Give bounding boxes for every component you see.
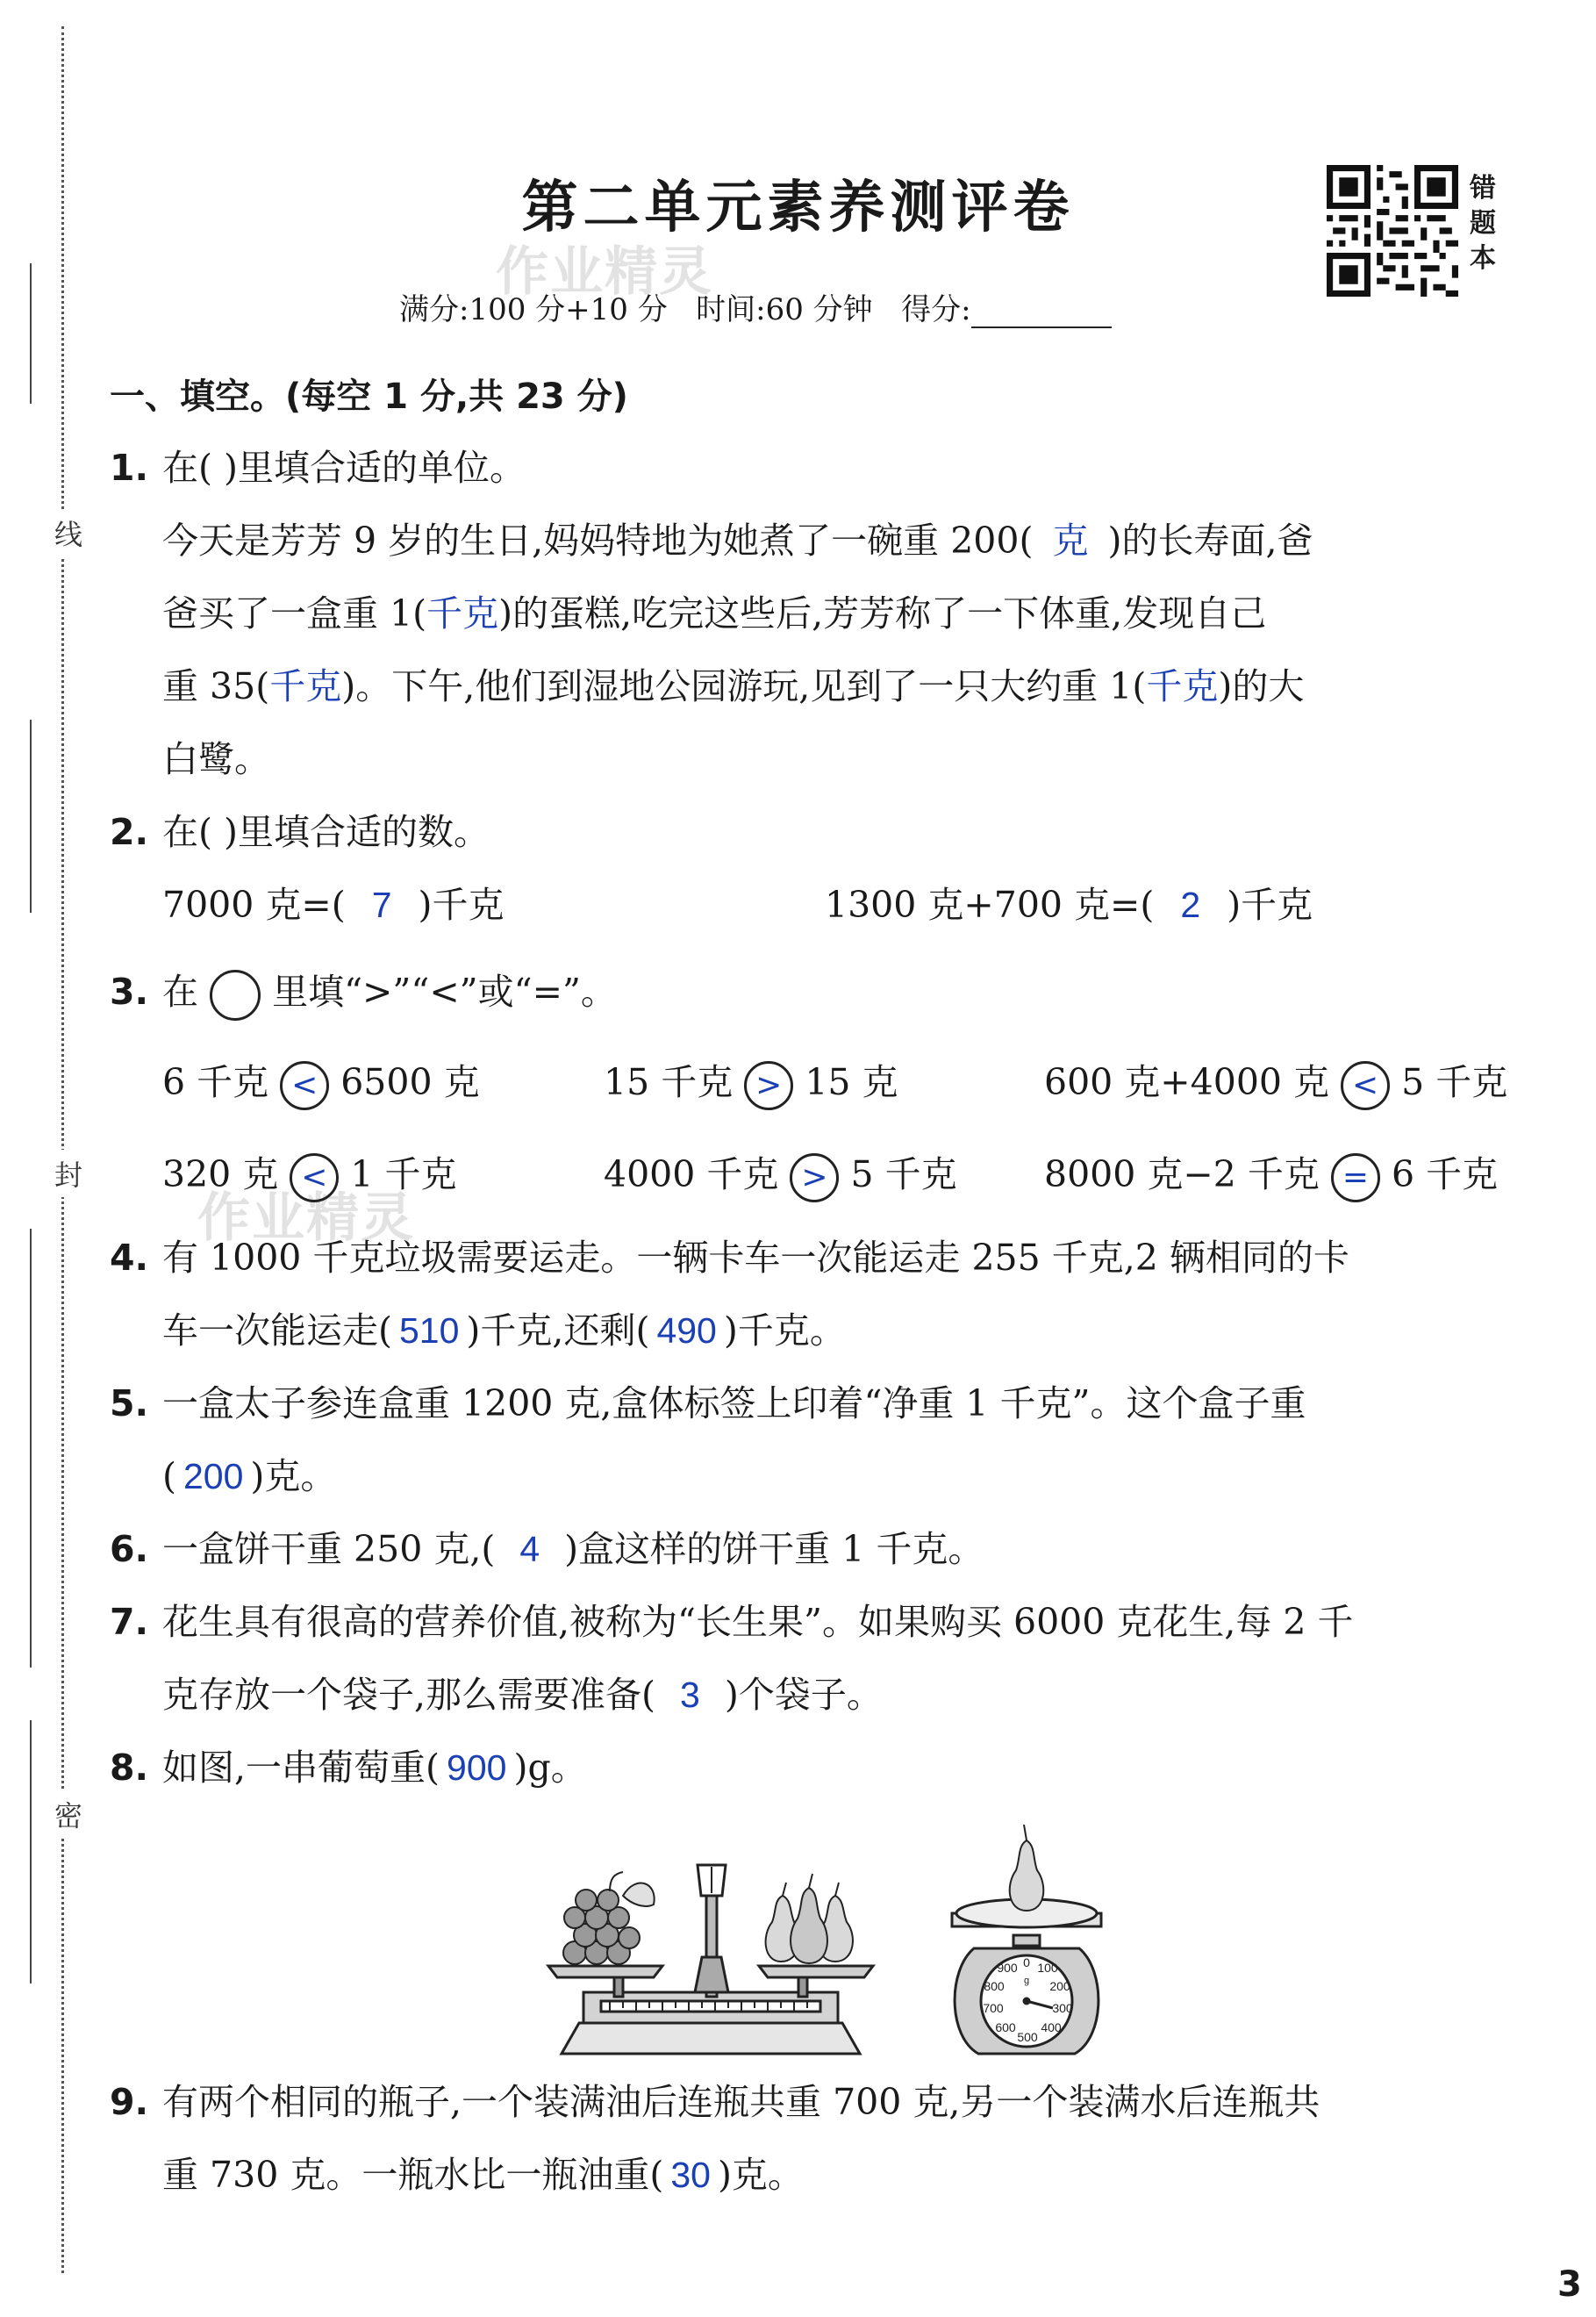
question-2 [110, 807, 490, 857]
compare-item [604, 1150, 957, 1202]
question-1 [110, 443, 526, 492]
dial-label-500: 500 [1017, 2030, 1038, 2044]
question-9-line [162, 2150, 804, 2199]
dial-label-900: 900 [997, 1961, 1018, 1975]
text: )克。 [250, 1455, 337, 1497]
question-number: 7. [110, 1601, 149, 1643]
question-number: 3. [110, 971, 149, 1013]
question-5 [110, 1379, 1306, 1428]
dial-label-600: 600 [995, 2020, 1016, 2034]
question-7 [110, 1597, 1354, 1646]
comparison-answer: > [744, 1061, 793, 1110]
question-4 [110, 1233, 1349, 1282]
section-title: 一、填空。(每空 1 分,共 23 分) [110, 377, 628, 417]
dial-label-700: 700 [983, 2001, 1004, 2015]
margin-line [30, 1720, 32, 1983]
question-9 [110, 2077, 1320, 2127]
question-1-line [162, 589, 1266, 638]
compare-item [1044, 1150, 1498, 1202]
dial-label-200: 200 [1049, 1979, 1070, 1993]
watermark: 作业精灵 [197, 1187, 415, 1249]
text: )的蛋糕,吃完这些后,芳芳称了一下体重,发现自己 [498, 592, 1267, 635]
comparison-circle-icon [210, 970, 261, 1021]
question-number: 8. [110, 1747, 149, 1789]
compare-item [162, 1150, 457, 1202]
question-number: 6. [110, 1528, 149, 1570]
qr-label-char: 题 [1470, 208, 1496, 239]
answer: 30 [670, 2155, 711, 2195]
text: )千克,还剩( [466, 1309, 650, 1352]
compare-item [162, 1058, 480, 1110]
text: 今天是芳芳 9 岁的生日,妈妈特地为她煮了一碗重 200( [162, 520, 1034, 562]
text: 有两个相同的瓶子,一个装满油后连瓶共重 700 克,另一个装满水后连瓶共 [162, 2081, 1320, 2123]
text: )盒这样的饼干重 1 千克。 [564, 1528, 984, 1570]
comparison-answer: < [280, 1061, 329, 1110]
qr-label-char: 错 [1470, 173, 1496, 204]
comparison-answer: = [1331, 1153, 1380, 1202]
dial-label-100: 100 [1037, 1961, 1058, 1975]
comparison-answer: < [290, 1153, 339, 1202]
dial-label-0: 0 [1023, 1955, 1030, 1969]
text: )。下午,他们到湿地公园游玩,见到了一只大约重 1( [341, 665, 1147, 707]
question-4-line [162, 1306, 846, 1355]
text: 5 千克 [850, 1153, 957, 1195]
text: 1300 克+700 克=( [825, 884, 1155, 926]
answer: 千克 [269, 666, 342, 707]
text: 白鹭。 [162, 738, 270, 780]
question-number: 2. [110, 811, 149, 853]
exam-meta-text: 满分:100 分+10 分 时间:60 分钟 得分: [399, 292, 971, 327]
margin-line [30, 1229, 32, 1668]
text: 在 [162, 971, 198, 1013]
answer: 200 [183, 1456, 244, 1496]
question-1-line [162, 516, 1313, 565]
text: 里填“>”“<”或“=”。 [272, 971, 617, 1013]
question-7-line [162, 1670, 883, 1719]
text: 5 千克 [1401, 1061, 1508, 1103]
text: 6 千克 [1391, 1153, 1499, 1195]
text: 克存放一个袋子,那么需要准备( [162, 1674, 656, 1716]
qr-label-char: 本 [1470, 243, 1496, 274]
answer: 4 [519, 1529, 540, 1569]
answer: 490 [656, 1310, 717, 1351]
answer: 7 [371, 885, 392, 925]
text: )的长寿面,爸 [1107, 520, 1313, 562]
answer: 克 [1052, 520, 1089, 561]
margin-line-char: 线 [54, 509, 82, 556]
dial-label-800: 800 [984, 1979, 1005, 1993]
text: 如图,一串葡萄重( [162, 1747, 440, 1789]
text: 6 千克 [162, 1061, 269, 1103]
text: 7000 克=( [162, 884, 346, 926]
dial-label-300: 300 [1052, 2001, 1073, 2015]
answer: 510 [399, 1310, 460, 1351]
text: 重 730 克。一瓶水比一瓶油重( [162, 2154, 664, 2196]
compare-item [1044, 1058, 1507, 1110]
text: )克。 [717, 2154, 804, 2196]
question-1-line [162, 735, 270, 784]
text: )千克 [1227, 884, 1313, 926]
text: 花生具有很高的营养价值,被称为“长生果”。如果购买 6000 克花生,每 2 千 [162, 1601, 1354, 1643]
answer: 2 [1180, 885, 1201, 925]
text: )g。 [513, 1747, 587, 1789]
text: 320 克 [162, 1153, 279, 1195]
page-number: 3 [1557, 2264, 1582, 2305]
question-5-line [162, 1452, 336, 1501]
text: 一盒太子参连盒重 1200 克,盒体标签上印着“净重 1 千克”。这个盒子重 [162, 1382, 1306, 1424]
question-number: 5. [110, 1382, 149, 1424]
text: 车一次能运走( [162, 1309, 392, 1352]
answer: 900 [447, 1747, 507, 1788]
text: 8000 克−2 千克 [1044, 1153, 1320, 1195]
compare-item [604, 1058, 898, 1110]
margin-line [30, 263, 32, 404]
text: 6500 克 [340, 1061, 480, 1103]
question-number: 1. [110, 447, 149, 489]
margin-seal-char: 封 [54, 1150, 82, 1197]
dial-label-400: 400 [1041, 2020, 1062, 2034]
exam-meta [399, 285, 1112, 328]
pears-icon [766, 1874, 853, 1963]
text: 15 千克 [604, 1061, 734, 1103]
answer: 千克 [1146, 666, 1219, 707]
text: 15 克 [805, 1061, 898, 1103]
text: 1 千克 [350, 1153, 457, 1195]
comparison-answer: < [1341, 1061, 1390, 1110]
text: 一盒饼干重 250 克,( [162, 1528, 496, 1570]
error-book-label [1465, 171, 1500, 276]
text: )千克。 [723, 1309, 846, 1352]
answer: 3 [680, 1675, 700, 1715]
balance-scale-figure [526, 1812, 1141, 2067]
margin-line [30, 720, 32, 913]
text: 600 克+4000 克 [1044, 1061, 1330, 1103]
text: )千克 [418, 884, 505, 926]
text: 有 1000 千克垃圾需要运走。一辆卡车一次能运走 255 千克,2 辆相同的卡 [162, 1237, 1349, 1279]
question-1-line [162, 662, 1304, 711]
question-prompt: 在( )里填合适的单位。 [162, 447, 526, 489]
text: )个袋子。 [724, 1674, 883, 1716]
qr-code-icon[interactable] [1327, 165, 1458, 297]
question-8 [110, 1743, 587, 1792]
page-title: 第二单元素养测评卷 [521, 176, 1075, 240]
question-2-eq2 [825, 880, 1313, 929]
text: ( [162, 1455, 176, 1497]
text: 爸买了一盒重 1( [162, 592, 427, 635]
dial-scale-icon [952, 1825, 1101, 2054]
question-2-eq1 [162, 880, 505, 929]
watermark: 作业精灵 [496, 241, 713, 303]
dial-unit: g [1023, 1976, 1030, 1986]
text: )的大 [1218, 665, 1305, 707]
score-blank [971, 300, 1112, 328]
answer: 千克 [426, 593, 499, 634]
text: 4000 千克 [604, 1153, 779, 1195]
question-prompt: 在( )里填合适的数。 [162, 811, 490, 853]
comparison-answer: > [790, 1153, 839, 1202]
question-number: 9. [110, 2081, 149, 2123]
question-6 [110, 1524, 984, 1574]
grapes-icon [563, 1872, 655, 1964]
text: 重 35( [162, 665, 270, 707]
margin-close-char: 密 [54, 1790, 82, 1838]
question-3 [110, 967, 617, 1021]
question-number: 4. [110, 1237, 149, 1279]
